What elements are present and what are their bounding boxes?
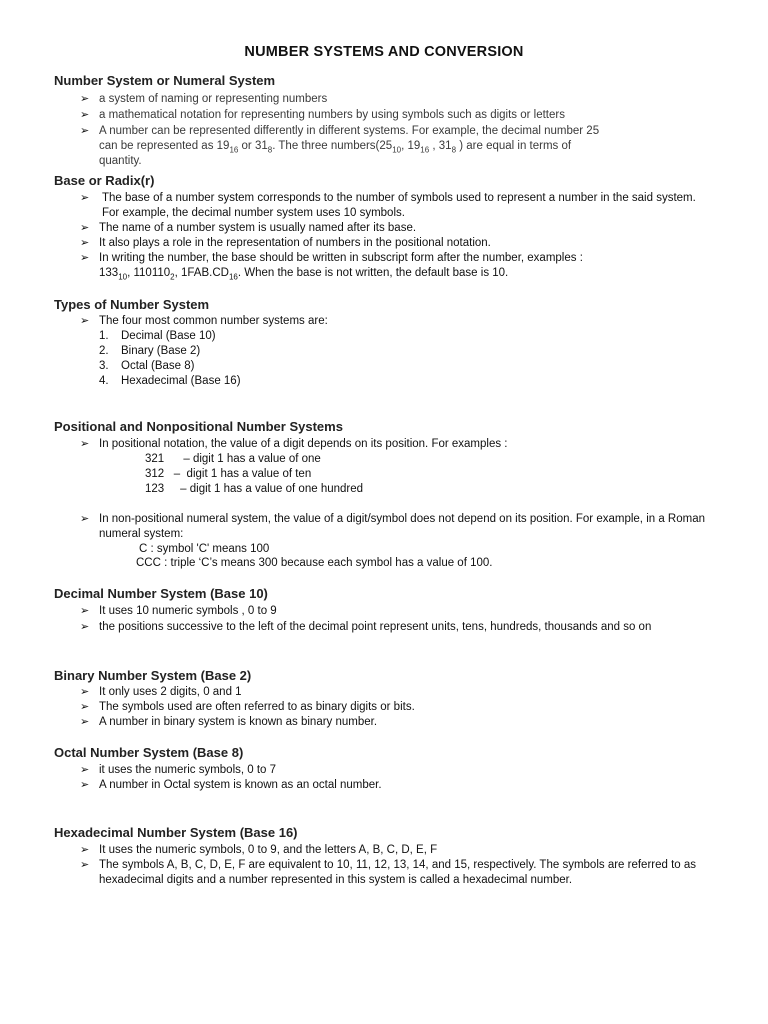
arrow-bullet-icon: ➢ bbox=[80, 237, 90, 249]
bullet-item bbox=[80, 437, 720, 452]
arrow-bullet-icon: ➢ bbox=[80, 779, 90, 791]
arrow-bullet-icon: ➢ bbox=[80, 513, 90, 525]
example-line: 123 – digit 1 has a value of one hundred bbox=[145, 483, 364, 495]
arrow-bullet-icon: ➢ bbox=[80, 686, 90, 698]
bullet-text bbox=[99, 124, 720, 169]
bullet-text: The base of a number system corresponds to the number of symbols used to represent a number in the said system. For example, the decimal number system uses 10 symbols. bbox=[102, 192, 696, 219]
text-span: , 110110 bbox=[127, 267, 171, 279]
arrow-bullet-icon: ➢ bbox=[80, 125, 90, 137]
bullet-item bbox=[80, 108, 720, 123]
subscript: 16 bbox=[420, 145, 430, 155]
heading-hexadecimal: Hexadecimal Number System (Base 16) bbox=[54, 825, 298, 840]
bullet-text: a mathematical notation for representing numbers by using symbols such as digits or letters bbox=[99, 109, 565, 121]
example-line: 321 – digit 1 has a value of one bbox=[145, 453, 321, 465]
text-span: , 19 bbox=[401, 140, 421, 152]
bullet-item bbox=[80, 858, 705, 888]
numbered-item bbox=[99, 329, 216, 344]
bullet-item bbox=[80, 191, 706, 221]
arrow-bullet-icon: ➢ bbox=[80, 716, 90, 728]
text-span: , 1FAB.CD bbox=[174, 267, 229, 279]
text-span: . The three numbers(25 bbox=[272, 140, 393, 152]
bullet-item bbox=[80, 92, 720, 107]
arrow-bullet-icon: ➢ bbox=[80, 701, 90, 713]
arrow-bullet-icon: ➢ bbox=[80, 438, 90, 450]
arrow-bullet-icon: ➢ bbox=[80, 764, 90, 776]
arrow-bullet-icon: ➢ bbox=[80, 109, 90, 121]
arrow-bullet-icon: ➢ bbox=[80, 252, 90, 264]
heading-base-radix: Base or Radix(r) bbox=[54, 173, 155, 188]
bullet-item bbox=[80, 236, 720, 251]
bullet-item bbox=[80, 512, 705, 542]
text-span: , 31 bbox=[429, 140, 452, 152]
bullet-text: It also plays a role in the representation of numbers in the positional notation. bbox=[99, 237, 491, 249]
arrow-bullet-icon: ➢ bbox=[80, 605, 90, 617]
bullet-text-line: A number can be represented differently in different systems. For example, the decimal number 25 bbox=[99, 125, 600, 137]
bullet-text-line: In writing the number, the base should be written in subscript form after the number, examples : bbox=[99, 252, 583, 264]
heading-numeral-system: Number System or Numeral System bbox=[54, 73, 276, 88]
text-span: can be represented as 19 bbox=[99, 140, 230, 152]
heading-decimal: Decimal Number System (Base 10) bbox=[54, 586, 268, 601]
bullet-item bbox=[80, 685, 720, 700]
subscript: 2 bbox=[170, 272, 175, 282]
heading-binary: Binary Number System (Base 2) bbox=[54, 668, 252, 683]
example-line: C : symbol 'C' means 100 bbox=[139, 543, 270, 555]
arrow-bullet-icon: ➢ bbox=[80, 859, 90, 871]
bullet-text: It uses the numeric symbols, 0 to 9, and the letters A, B, C, D, E, F bbox=[99, 844, 438, 856]
text-span: ) are equal in terms of bbox=[456, 140, 572, 152]
bullet-item bbox=[80, 620, 706, 635]
bullet-text-line: quantity. bbox=[99, 155, 142, 167]
bullet-text: it uses the numeric symbols, 0 to 7 bbox=[99, 764, 277, 776]
numbered-item bbox=[99, 374, 241, 389]
text-span: or 31 bbox=[238, 140, 268, 152]
item-text: Decimal (Base 10) bbox=[121, 330, 216, 342]
bullet-item bbox=[80, 843, 720, 858]
item-number: 4. bbox=[99, 375, 109, 387]
arrow-bullet-icon: ➢ bbox=[80, 192, 90, 204]
subscript: 10 bbox=[392, 145, 402, 155]
bullet-item bbox=[80, 778, 720, 793]
item-number: 2. bbox=[99, 345, 109, 357]
bullet-text: It uses 10 numeric symbols , 0 to 9 bbox=[99, 605, 277, 617]
bullet-text: A number in Octal system is known as an octal number. bbox=[99, 779, 382, 791]
bullet-text: The four most common number systems are: bbox=[99, 315, 328, 327]
numbered-item bbox=[99, 344, 200, 359]
subscript: 16 bbox=[228, 272, 238, 282]
bullet-item bbox=[80, 314, 720, 329]
bullet-text: The symbols used are often referred to as binary digits or bits. bbox=[99, 701, 415, 713]
page-title: NUMBER SYSTEMS AND CONVERSION bbox=[244, 44, 524, 60]
bullet-text: The name of a number system is usually named after its base. bbox=[99, 222, 417, 234]
heading-types: Types of Number System bbox=[54, 297, 210, 312]
numbered-item bbox=[99, 359, 195, 374]
subscript: 16 bbox=[229, 145, 239, 155]
subscript: 10 bbox=[118, 272, 128, 282]
item-number: 1. bbox=[99, 330, 109, 342]
arrow-bullet-icon: ➢ bbox=[80, 315, 90, 327]
arrow-bullet-icon: ➢ bbox=[80, 844, 90, 856]
bullet-text: the positions successive to the left of the decimal point represent units, tens, hundreds, thousands and so on bbox=[99, 621, 652, 633]
heading-positional: Positional and Nonpositional Number Systems bbox=[54, 419, 343, 434]
arrow-bullet-icon: ➢ bbox=[80, 621, 90, 633]
bullet-text: In non-positional numeral system, the value of a digit/symbol does not depend on its position. For example, in a Roman numeral system: bbox=[99, 513, 706, 540]
text-span: 133 bbox=[99, 267, 119, 279]
bullet-item bbox=[80, 251, 720, 281]
item-text: Octal (Base 8) bbox=[121, 360, 195, 372]
bullet-text: A number in binary system is known as binary number. bbox=[99, 716, 378, 728]
item-text: Hexadecimal (Base 16) bbox=[121, 375, 241, 387]
subscript: 8 bbox=[267, 145, 273, 155]
heading-octal: Octal Number System (Base 8) bbox=[54, 745, 244, 760]
bullet-text: a system of naming or representing numbers bbox=[99, 93, 328, 105]
example-line: CCC : triple ‘C’s means 300 because each symbol has a value of 100. bbox=[136, 557, 493, 569]
bullet-text bbox=[99, 251, 720, 281]
subscript: 8 bbox=[451, 145, 457, 155]
bullet-item bbox=[80, 715, 720, 730]
item-number: 3. bbox=[99, 360, 109, 372]
bullet-text: The symbols A, B, C, D, E, F are equivalent to 10, 11, 12, 13, 14, and 15, respectively. The symbols are referred to as hexadecimal digits and a number represented in this system is called a hexadecimal number. bbox=[99, 859, 697, 886]
bullet-item bbox=[80, 700, 720, 715]
arrow-bullet-icon: ➢ bbox=[80, 222, 90, 234]
item-text: Binary (Base 2) bbox=[121, 345, 201, 357]
bullet-item bbox=[80, 763, 720, 778]
text-span: . When the base is not written, the default base is 10. bbox=[237, 267, 509, 279]
bullet-text: It only uses 2 digits, 0 and 1 bbox=[99, 686, 242, 698]
example-line: 312 – digit 1 has a value of ten bbox=[145, 468, 312, 480]
bullet-item bbox=[80, 124, 720, 169]
bullet-item bbox=[80, 604, 720, 619]
bullet-text: In positional notation, the value of a digit depends on its position. For examples : bbox=[99, 438, 508, 450]
arrow-bullet-icon: ➢ bbox=[80, 93, 90, 105]
bullet-item bbox=[80, 221, 720, 236]
